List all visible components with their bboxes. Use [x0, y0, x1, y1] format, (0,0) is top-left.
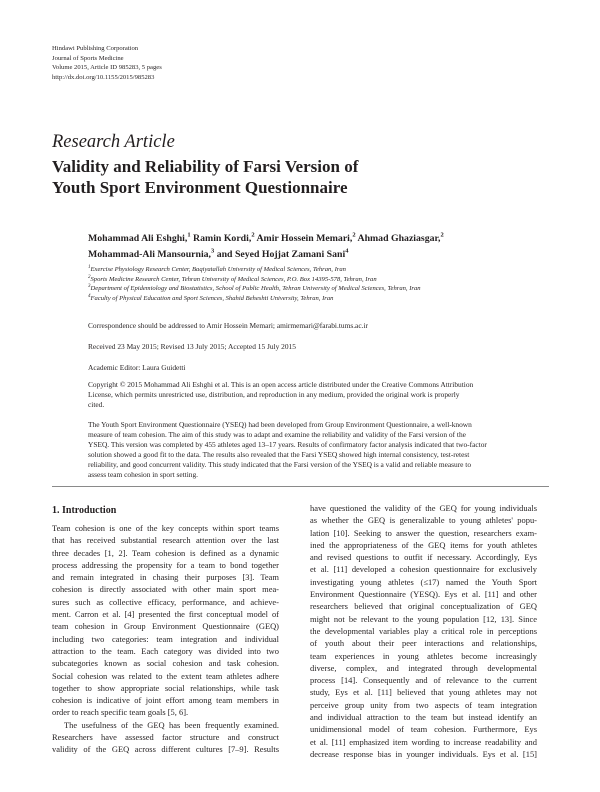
body-line: and remain integrated in chasing their purposes [3]. Team — [52, 572, 279, 583]
author-6-affil: 4 — [345, 247, 349, 255]
body-line: team cohesion in Group Environment Questionnaire (GEQ) — [52, 621, 279, 632]
abstract-line: measure of team cohesion. The aim of this study was to adapt and examine the reliability and validity of the Farsi version of the — [88, 430, 466, 439]
body-line: diverse, complex, and integrated through developmental — [310, 662, 537, 673]
correspondence: Correspondence should be addressed to Amir Hossein Memari; amirmemari@farabi.tums.ac.ir — [88, 321, 368, 330]
section-divider — [52, 486, 549, 487]
author-list — [88, 231, 558, 262]
body-line: subcategories known as social cohesion and task cohesion. — [52, 658, 279, 669]
title-line-1: Validity and Reliability of Farsi Version of — [52, 157, 359, 176]
author-3: Amir Hossein Memari, — [254, 233, 353, 244]
affiliation-item: $^2$Sports Medicine Research Center, Tehran University of Medical Sciences, P.O. Box 14395-578, Tehran, Iran — [88, 274, 377, 283]
body-line: ined the appropriateness of the GEQ items for youth athletes — [310, 539, 537, 550]
body-line: sures such as collective efficacy, performance, and achieve- — [52, 596, 279, 607]
author-5-affil: 3 — [211, 247, 215, 255]
paper-title — [52, 156, 552, 198]
body-line: et al. [11] emphasized item wording to increase readability and — [310, 736, 537, 747]
copyright-line: cited. — [88, 400, 105, 409]
body-line: cohesion is indicative of joint effort among team members in — [52, 695, 279, 706]
author-2-affil: 2 — [251, 231, 255, 239]
body-line: including two categories: team integration and individual — [52, 633, 279, 644]
author-2: Ramin Kordi, — [190, 233, 252, 244]
abstract-line: reliability, and good concurrent validity. This study indicated that the Farsi version of the YSEQ is a valid and reliable measure to — [88, 460, 472, 469]
abstract — [88, 420, 548, 480]
affiliation-item: $^1$Exercise Physiology Research Center, Baqiyatallah University of Medical Sciences, Tehran, Iran — [88, 264, 346, 273]
body-line: order to reach specific team goals [5, 6]. — [52, 707, 189, 718]
body-line: Social cohesion was related to the extent team athletes adhere — [52, 670, 279, 681]
body-line: process addressing the propensity for a team to bond together — [52, 559, 279, 570]
body-line: as whether the GEQ is generalizable to young athletes' popu- — [310, 515, 537, 526]
body-line: attraction to the team. Each category was divided into two — [52, 645, 279, 656]
author-3-affil: 2 — [352, 231, 356, 239]
body-line: study, Eys et al. [11] believed that young athletes may not — [310, 687, 537, 698]
affiliation-item: $^3$Department of Epidemiology and Biostatistics, School of Public Health, Tehran University of Medical Sciences, Tehran, Iran — [88, 284, 421, 293]
body-line: Environment Questionnaire (YESQ). Eys et al. [11] and other — [310, 589, 537, 600]
abstract-line: solution showed a good fit to the data. The results also revealed that the Farsi YSEQ showed high internal consistency, test-retest — [88, 450, 470, 459]
author-1-affil: 1 — [187, 231, 191, 239]
body-line: process [14]. Consequently and of relevance to the current — [310, 675, 537, 686]
section-heading-introduction: 1. Introduction — [52, 505, 117, 516]
doi-link[interactable]: http://dx.doi.org/10.1155/2015/985283 — [52, 73, 155, 81]
author-4-affil: 2 — [440, 231, 444, 239]
body-line: decrease response bias in younger individuals. Eys et al. [15] — [310, 748, 537, 759]
body-line: lation [10]. Seeking to answer the question, researchers exam- — [310, 527, 537, 538]
body-line: Researchers have assessed factor structure and construct — [52, 732, 279, 743]
body-line: team experiences in young athletes become increasingly — [310, 650, 537, 661]
affiliation-item: $^4$Faculty of Physical Education and Sport Sciences, Shahid Beheshti University, Tehran, Iran — [88, 293, 334, 302]
abstract-line: The Youth Sport Environment Questionnaire (YSEQ) had been developed from Group Environment Questionnaire, a well-known — [88, 420, 472, 429]
body-line: researchers believed that original conceptualization of GEQ — [310, 601, 537, 612]
body-line: cohesion is directly associated with other main sport mea- — [52, 584, 279, 595]
body-line: and individual attraction to the team but instead identify an — [310, 712, 537, 723]
body-line: validity of the GEQ across different cultures [7–9]. Results — [52, 744, 279, 755]
body-line: that has received substantial research attention over the last — [52, 535, 279, 546]
body-line: investigating young athletes (≤17) named the Youth Sport — [310, 576, 537, 587]
copyright-line: Copyright © 2015 Mohammad Ali Eshghi et al. This is an open access article distributed under the Creative Commons Attribution — [88, 380, 474, 389]
body-column-left — [52, 522, 279, 756]
author-5: Mohammad-Ali Mansournia, — [88, 248, 212, 260]
body-line: the developmental variables play a critical role in perceptions — [310, 625, 537, 636]
body-line: together to show appropriate social relationships, while task — [52, 682, 279, 693]
body-column-right — [310, 502, 537, 760]
abstract-line: assess team cohesion in sport setting. — [88, 470, 199, 479]
copyright-notice — [88, 380, 548, 410]
author-1: Mohammad Ali Eshghi, — [88, 233, 188, 244]
volume-line: Volume 2015, Article ID 985283, 5 pages — [52, 64, 162, 72]
body-line: of youth about their peer interactions and relationships, — [310, 638, 537, 649]
body-line: perceive group unity from two aspects of team integration — [310, 699, 537, 710]
body-line: The usefulness of the GEQ has been frequently examined. — [64, 719, 279, 730]
body-line: and revised questions to outfit if necessary. Accordingly, Eys — [310, 552, 537, 563]
body-line: Team cohesion is one of the key concepts within sport teams — [52, 523, 279, 533]
received-dates: Received 23 May 2015; Revised 13 July 2015; Accepted 15 July 2015 — [88, 342, 296, 351]
journal-header — [52, 44, 162, 82]
copyright-line: License, which permits unrestricted use, distribution, and reproduction in any medium, provided the original work is properly — [88, 390, 460, 399]
journal-line: Journal of Sports Medicine — [52, 54, 124, 62]
title-line-2: Youth Sport Environment Questionnaire — [52, 178, 348, 197]
body-line: might not be relevant to the young population [12, 13]. Since — [310, 613, 537, 624]
affiliations — [88, 265, 558, 303]
abstract-line: YSEQ. This version was completed by 455 athletes aged 13–17 years. Results of confirmatory factor analysis indicated that two-factor — [88, 440, 487, 449]
publisher-line: Hindawi Publishing Corporation — [52, 45, 139, 52]
body-line: have questioned the validity of the GEQ for young individuals — [310, 503, 537, 513]
body-line: three decades [1, 2]. Team cohesion is defined as a dynamic — [52, 547, 279, 558]
article-type: Research Article — [52, 132, 175, 152]
author-4: Ahmad Ghaziasgar, — [355, 233, 441, 244]
body-line: et al. [11] developed a cohesion questionnaire for exclusively — [310, 564, 537, 575]
academic-editor: Academic Editor: Laura Guidetti — [88, 363, 186, 372]
author-6: and Seyed Hojjat Zamani Sani — [214, 248, 346, 260]
body-line: ment. Carron et al. [4] presented the first conceptual model of — [52, 609, 279, 620]
body-line: unidimensional model of team cohesion. Furthermore, Eys — [310, 724, 537, 735]
